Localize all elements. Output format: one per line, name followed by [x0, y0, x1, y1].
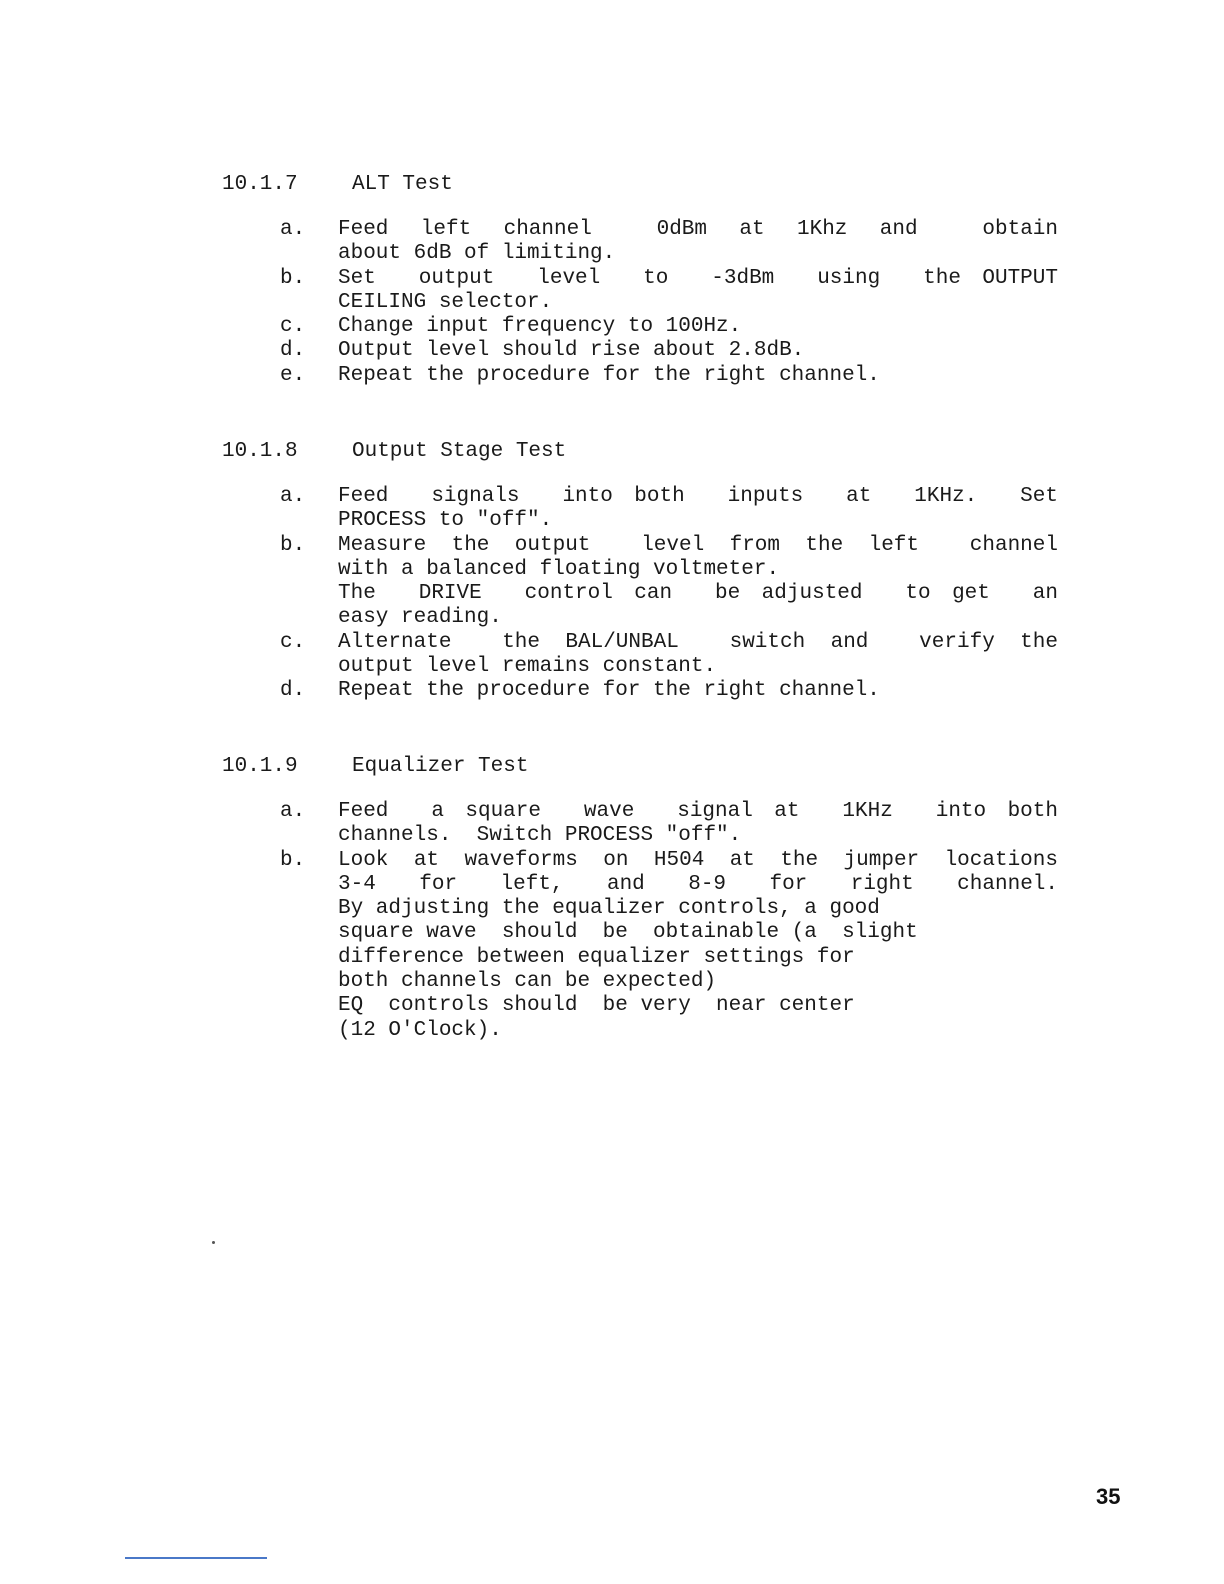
section-output-stage-test	[222, 439, 1122, 704]
step-item	[222, 534, 1122, 631]
scan-speck	[212, 1241, 215, 1244]
step-line: about 6dB of limiting.	[338, 242, 616, 266]
step-line: Measure the output level from the left channel	[338, 533, 1058, 557]
step-line: Feed signals into both inputs at 1KHz. Set	[338, 485, 1058, 508]
section-number: 10.1.9	[222, 755, 298, 778]
footer-rule	[125, 1557, 267, 1559]
section-title: Output Stage Test	[352, 440, 567, 463]
step-item	[222, 631, 1122, 680]
step-letter: b.	[280, 533, 306, 557]
step-letter: b.	[280, 848, 306, 872]
step-item	[222, 485, 1122, 534]
step-line: Set output level to -3dBm using the OUTPUT	[338, 266, 1058, 290]
step-line: channels. Switch PROCESS "off".	[338, 824, 742, 848]
step-line: The DRIVE control can be adjusted to get an	[338, 582, 1058, 606]
section-heading	[222, 172, 1122, 198]
step-letter: d.	[280, 339, 306, 363]
step-line: square wave should be obtainable (a slight	[338, 921, 918, 945]
step-line: with a balanced floating voltmeter.	[338, 557, 780, 581]
step-line: 3-4 for left, and 8-9 for right channel.	[338, 872, 1058, 896]
section-equalizer-test	[222, 754, 1122, 1043]
step-line: difference between equalizer settings for	[338, 945, 855, 969]
section-number: 10.1.8	[222, 440, 298, 463]
step-line: Feed left channel 0dBm at 1Khz and obtain	[338, 218, 1058, 241]
step-line: Output level should rise about 2.8dB.	[338, 339, 805, 363]
section-number: 10.1.7	[222, 173, 298, 196]
step-item	[222, 218, 1122, 267]
step-line: Feed a square wave signal at 1KHz into both	[338, 800, 1058, 823]
section-heading	[222, 439, 1122, 465]
step-letter: b.	[280, 266, 306, 290]
step-line: By adjusting the equalizer controls, a good	[338, 897, 880, 921]
step-line: Look at waveforms on H504 at the jumper locations	[338, 848, 1058, 872]
step-letter: e.	[280, 363, 306, 387]
section-heading	[222, 754, 1122, 780]
step-letter: d.	[280, 679, 306, 703]
page-number: 35	[1096, 1484, 1121, 1509]
step-letter: c.	[280, 315, 306, 339]
step-line: (12 O'Clock).	[338, 1018, 502, 1042]
step-line: Change input frequency to 100Hz.	[338, 315, 742, 339]
step-letter: a.	[280, 800, 306, 823]
step-letter: a.	[280, 485, 306, 508]
step-list	[222, 800, 1122, 1043]
step-letter: c.	[280, 630, 306, 654]
step-line: Repeat the procedure for the right channel.	[338, 679, 880, 703]
section-alt-test	[222, 172, 1122, 388]
step-line: easy reading.	[338, 606, 502, 630]
step-line: PROCESS to "off".	[338, 509, 553, 533]
step-item	[222, 339, 1122, 363]
step-item	[222, 267, 1122, 316]
step-line: Alternate the BAL/UNBAL switch and verify the	[338, 630, 1058, 654]
section-title: Equalizer Test	[352, 755, 529, 778]
step-letter: a.	[280, 218, 306, 241]
step-item	[222, 849, 1122, 1043]
step-line: Repeat the procedure for the right channel.	[338, 363, 880, 387]
step-line: output level remains constant.	[338, 655, 717, 679]
step-item	[222, 315, 1122, 339]
step-list	[222, 485, 1122, 704]
section-title: ALT Test	[352, 173, 453, 196]
step-list	[222, 218, 1122, 388]
step-line: EQ controls should be very near center	[338, 994, 855, 1018]
step-item	[222, 364, 1122, 388]
step-item	[222, 679, 1122, 703]
step-line: both channels can be expected)	[338, 970, 717, 994]
step-item	[222, 800, 1122, 849]
step-line: CEILING selector.	[338, 290, 553, 314]
